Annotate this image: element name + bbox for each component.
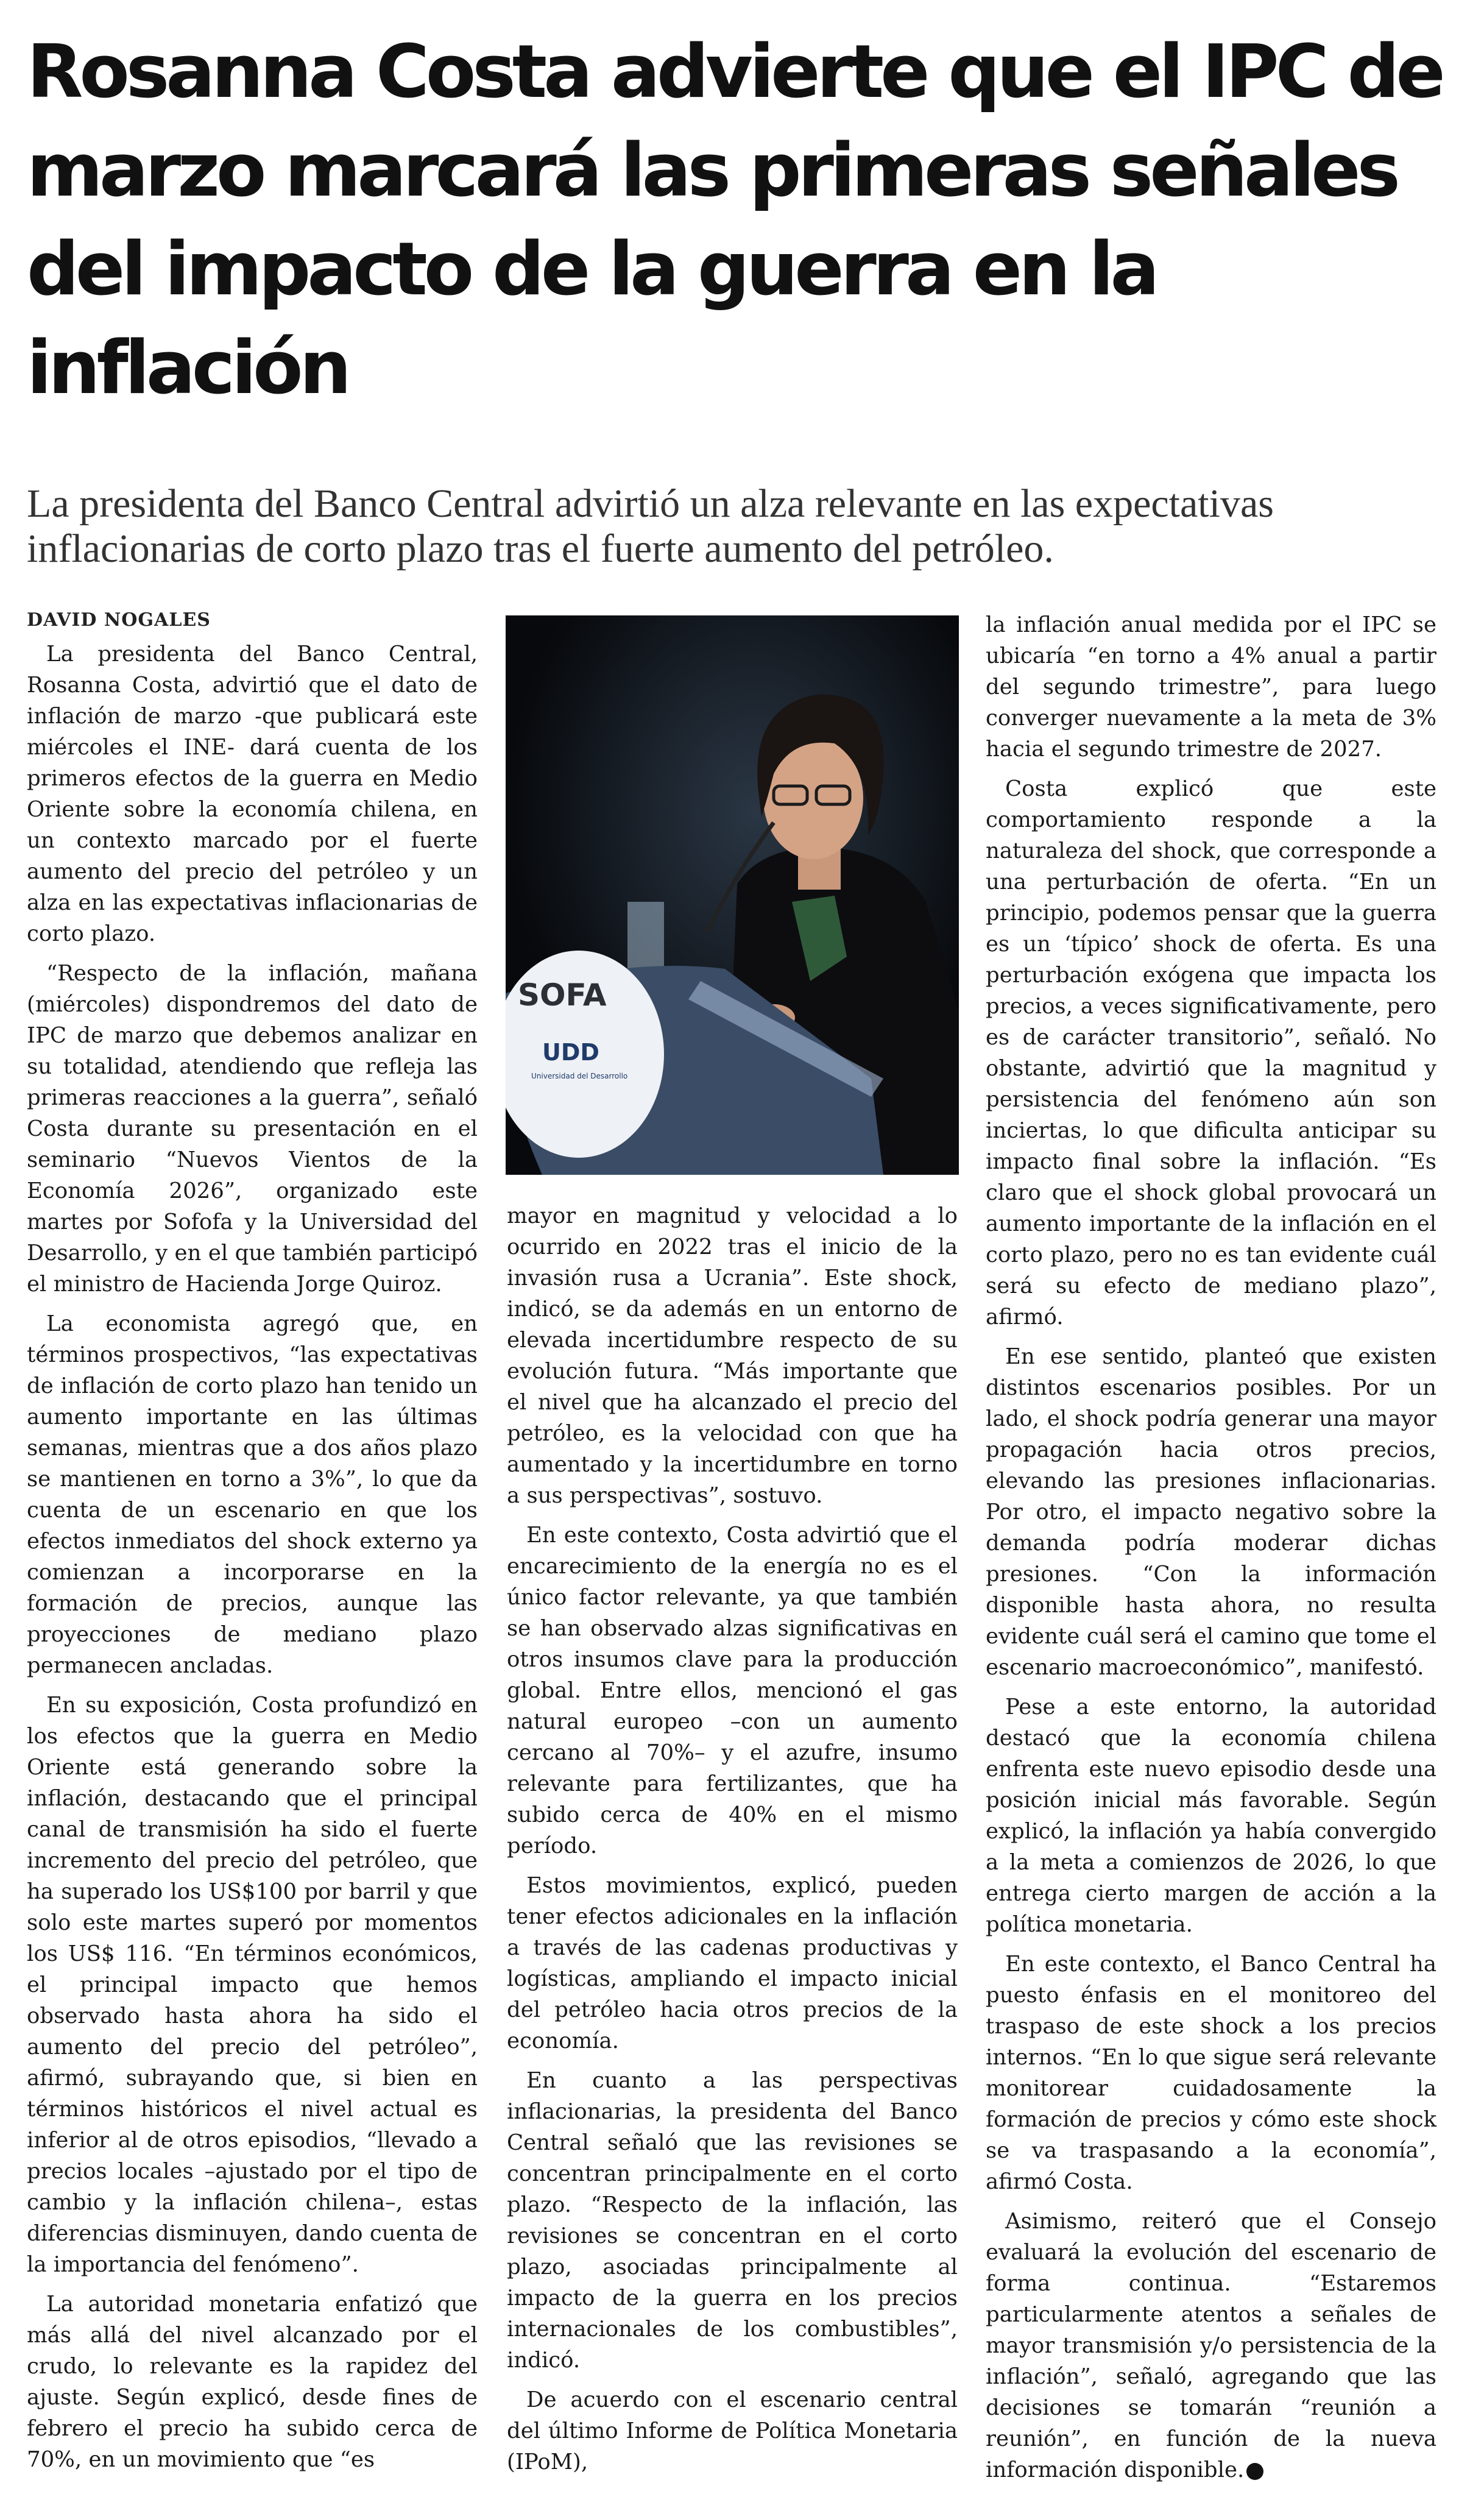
paragraph bbox=[986, 2206, 1436, 2485]
photo-illustration bbox=[506, 615, 959, 1175]
paragraph: La presidenta del Banco Central, Rosanna Costa, advirtió que el dato de inflación de marzo -que publicará este miércoles el INE- dará cuenta de los primeros efectos de la guerra en Medio Oriente sobre la economía chilena, en un contexto marcado por el fuerte aumento del precio del petróleo y un alza en las expectativas inflacionarias de corto plazo. bbox=[27, 642, 478, 946]
headline: Rosanna Costa advierte que el IPC de marzo marcará las primeras señales del impacto de la guerra en la inflación bbox=[27, 30, 1442, 411]
paragraph: Costa explicó que este comportamiento responde a la naturaleza del shock, que corresponde a una perturbación de oferta. “En un principio, podemos pensar que la guerra es un ‘típico’ shock de oferta. Es una perturbación exógena que impacta los precios, a veces significativamente, pero es de carácter transitorio”, señaló. No obstante, advirtió que la magnitud y persistencia del fenómeno aún son inciertas, lo que dificulta anticipar su impacto final sobre la inflación. “Es claro que el shock global provocará un aumento importante de la inflación en el corto plazo, pero no es tan evidente cuál será su efecto de mediano plazo”, afirmó. bbox=[986, 776, 1436, 1330]
speaker-photo bbox=[506, 615, 959, 1175]
paragraph: La autoridad monetaria enfatizó que más allá del nivel alcanzado por el crudo, lo relevante es la rapidez del ajuste. Según explicó, desde fines de febrero el precio ha subido cerca de 70%, en un movimiento que “es bbox=[27, 2292, 478, 2472]
podium-sub-text: Universidad del Desarrollo bbox=[531, 1072, 628, 1080]
paragraph: la inflación anual medida por el IPC se ubicaría “en torno a 4% anual a partir del segundo trimestre”, para luego converger nuevamente a la meta de 3% hacia el segundo trimestre de 2027. bbox=[986, 612, 1436, 762]
paragraph: En este contexto, Costa advirtió que el encarecimiento de la energía no es el único factor relevante, ya que también se han observado alzas significativas en otros insumos clave para la producción global. Entre ellos, mencionó el gas natural europeo –con un aumento cercano al 70%– y el azufre, insumo relevante para fertilizantes, que ha subido cerca de 40% en el mismo período. bbox=[507, 1523, 958, 1858]
paragraph: Estos movimientos, explicó, pueden tener efectos adicionales en la inflación a través de las cadenas productivas y logísticas, ampliando el impacto inicial del petróleo hacia otros precios de la economía. bbox=[507, 1873, 958, 2053]
paragraph: La economista agregó que, en términos prospectivos, “las expectativas de inflación de corto plazo han tenido un aumento importante en las últimas semanas, mientras que a dos años plazo se mantienen en torno a 3%”, lo que da cuenta de un escenario en que los efectos inmediatos del shock externo ya comienzan a incorporarse en la formación de precios, aunque las proyecciones de mediano plazo permanecen ancladas. bbox=[27, 1311, 478, 1678]
end-mark-icon: P bbox=[1246, 2463, 1263, 2480]
podium-sub-logo: UDD bbox=[542, 1039, 599, 1066]
dek-subtitle: La presidenta del Banco Central advirtió un alza relevante en las expectativas inflacionarias de corto plazo tras el fuerte aumento del petróleo. bbox=[27, 481, 1274, 571]
paragraph: Pese a este entorno, la autoridad destacó que la economía chilena enfrenta este nuevo episodio desde una posición inicial más favorable. Según explicó, la inflación ya había convergido a la meta a comienzos de 2026, lo que entrega cierto margen de acción a la política monetaria. bbox=[986, 1695, 1436, 1937]
column-1 bbox=[27, 639, 478, 2484]
paragraph: En cuanto a las perspectivas inflacionarias, la presidenta del Banco Central señaló que las revisiones se concentran principalmente en el corto plazo. “Respecto de la inflación, las revisiones se concentran en el corto plazo, asociadas principalmente al impacto de la guerra en los precios internacionales de los combustibles”, indicó. bbox=[507, 2068, 958, 2373]
paragraph: En su exposición, Costa profundizó en los efectos que la guerra en Medio Oriente está generando sobre la inflación, destacando que el principal canal de transmisión ha sido el fuerte incremento del precio del petróleo, que ha superado los US$100 por barril y que solo este martes superó por momentos los US$ 116. “En términos económicos, el principal impacto que hemos observado hasta ahora ha sido el aumento del precio del petróleo”, afirmó, subrayando que, si bien en términos históricos el nivel actual es inferior al de otros episodios, “llevado a precios locales –ajustado por el tipo de cambio y la inflación chilena–, estas diferencias disminuyen, dando cuenta de la importancia del fenómeno”. bbox=[27, 1693, 478, 2277]
paragraph: “Respecto de la inflación, mañana (miércoles) dispondremos del dato de IPC de marzo que debemos analizar en su totalidad, atendiendo que refleja las primeras reacciones a la guerra”, señaló Costa durante su presentación en el seminario “Nuevos Vientos de la Economía 2026”, organizado este martes por Sofofa y la Universidad del Desarrollo, y en el que también participó el ministro de Hacienda Jorge Quiroz. bbox=[27, 961, 478, 1297]
paragraph: De acuerdo con el escenario central del último Informe de Política Monetaria (IPoM), bbox=[507, 2387, 958, 2475]
byline: DAVID NOGALES bbox=[27, 609, 211, 631]
podium-logo-text: SOFA bbox=[518, 977, 607, 1013]
paragraph: En ese sentido, planteó que existen distintos escenarios posibles. Por un lado, el shock podría generar una mayor propagación hacia otros precios, elevando las presiones inflacionarias. Por otro, el impacto negativo sobre la demanda podría moderar dichas presiones. “Con la información disponible hasta ahora, no resulta evidente cuál será el camino que tome el escenario macroeconómico”, manifestó. bbox=[986, 1344, 1436, 1680]
paragraph: En este contexto, el Banco Central ha puesto énfasis en el monitoreo del traspaso de este shock a los precios internos. “En lo que sigue será relevante monitorear cuidadosamente la formación de precios y cómo este shock se va traspasando a la economía”, afirmó Costa. bbox=[986, 1952, 1436, 2194]
paragraph: mayor en magnitud y velocidad a lo ocurrido en 2022 tras el inicio de la invasión rusa a Ucrania”. Este shock, indicó, se da además en un entorno de elevada incertidumbre respecto de su evolución futura. “Más importante que el nivel que ha alcanzado el precio del petróleo, es la velocidad con que ha aumentado y la incertidumbre en torno a sus perspectivas”, sostuvo. bbox=[507, 1203, 958, 1508]
column-3 bbox=[986, 609, 1436, 2494]
column-2 bbox=[507, 1200, 958, 2486]
paragraph-text: Asimismo, reiteró que el Consejo evaluará la evolución del escenario de forma continua. “Estaremos particularmente atentos a señales de mayor transmisión y/o persistencia de la inflación”, señaló, agregando que las decisiones se tomarán “reunión a reunión”, en función de la nueva información disponible. bbox=[986, 2209, 1436, 2482]
